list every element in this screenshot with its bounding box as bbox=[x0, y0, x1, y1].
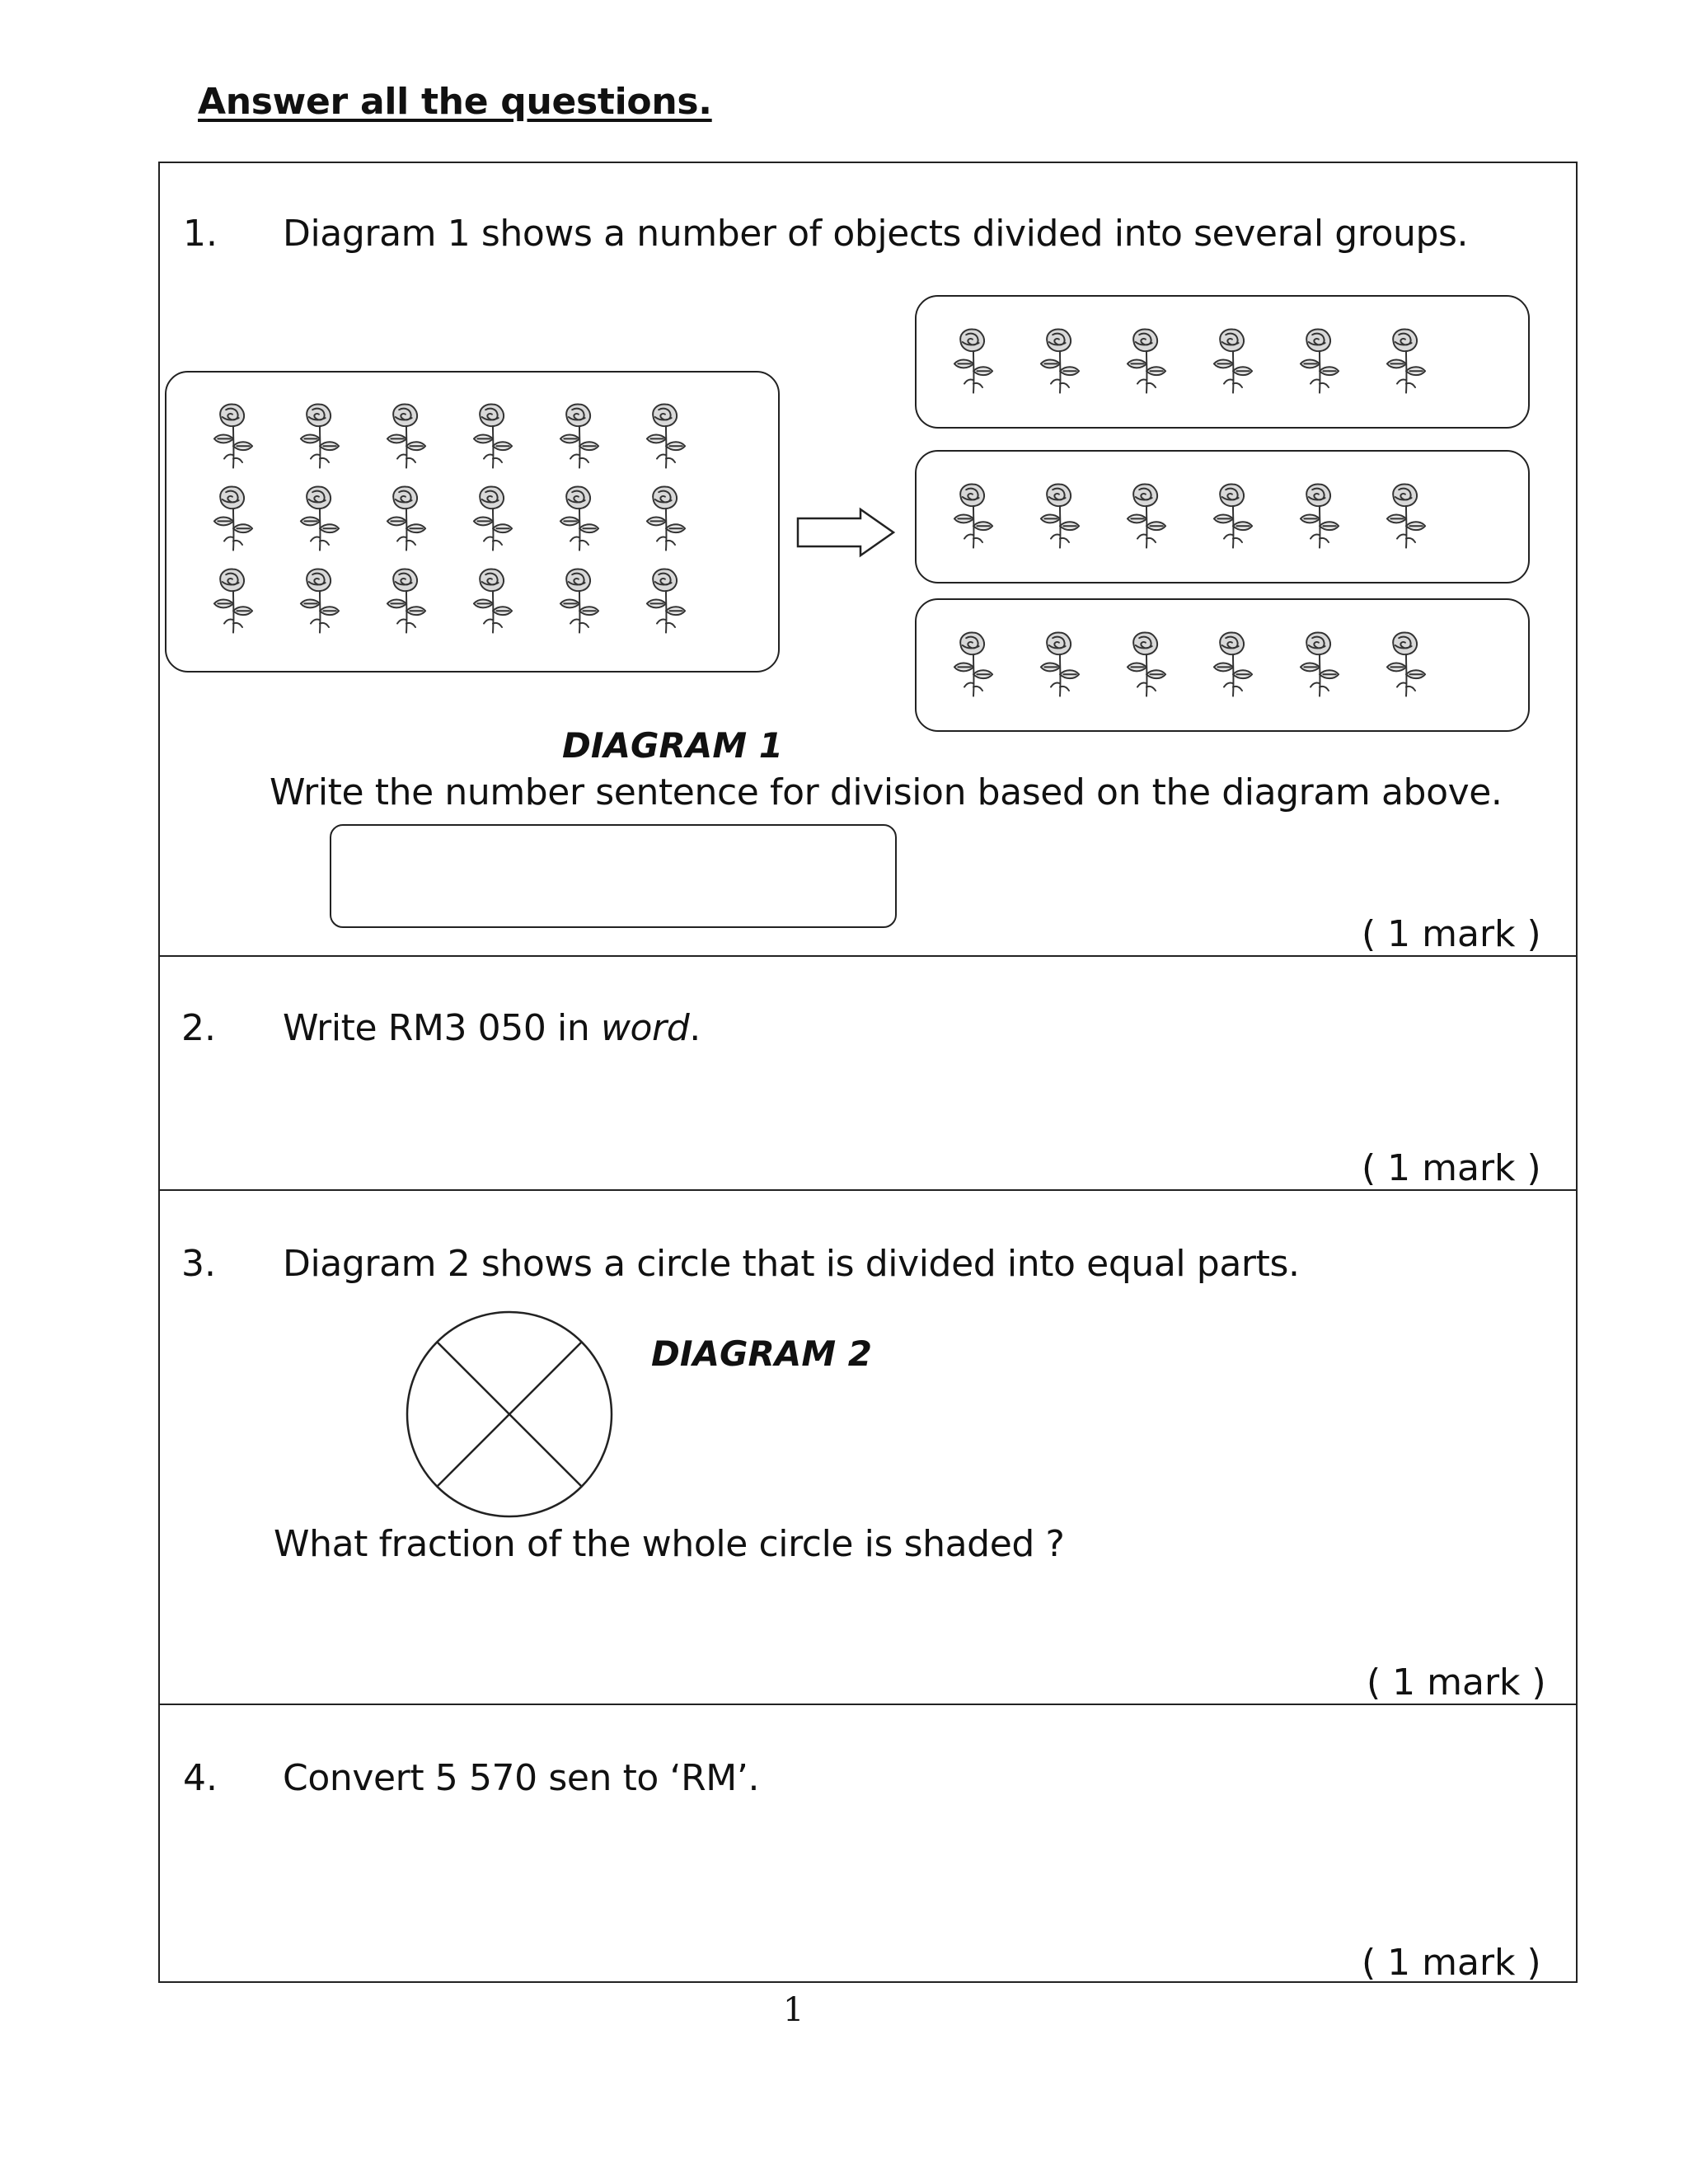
rose-icon bbox=[206, 480, 260, 555]
rose-icon bbox=[552, 397, 607, 473]
q1-prompt: Write the number sentence for division based on the diagram above. bbox=[270, 771, 1503, 813]
rose-icon bbox=[1206, 315, 1260, 405]
q2-text-end: . bbox=[689, 1007, 701, 1049]
rose-icon bbox=[379, 562, 434, 638]
q3-text: Diagram 2 shows a circle that is divided into equal parts. bbox=[283, 1243, 1300, 1285]
q1-group-box bbox=[915, 450, 1530, 583]
rose-icon bbox=[293, 397, 347, 473]
q1-number: 1. bbox=[183, 213, 218, 255]
page-number: 1 bbox=[783, 1991, 804, 2029]
rose-icon bbox=[1033, 315, 1087, 405]
q1-whole-group-box bbox=[165, 371, 780, 673]
rose-icon bbox=[1033, 618, 1087, 709]
rose-icon bbox=[1119, 470, 1174, 560]
rose-icon bbox=[1379, 618, 1433, 709]
rose-icon bbox=[1379, 315, 1433, 405]
rose-icon bbox=[946, 618, 1001, 709]
rose-icon bbox=[639, 397, 693, 473]
diagram-1-caption: DIAGRAM 1 bbox=[562, 725, 783, 766]
q3-number: 3. bbox=[181, 1243, 216, 1285]
rose-icon bbox=[206, 562, 260, 638]
rose-icon bbox=[946, 470, 1001, 560]
instruction-heading: Answer all the questions. bbox=[198, 81, 712, 123]
q4-number: 4. bbox=[183, 1757, 218, 1799]
rose-icon bbox=[293, 562, 347, 638]
question-divider-1 bbox=[158, 955, 1578, 957]
diagram-2-caption: DIAGRAM 2 bbox=[651, 1333, 872, 1374]
arrow-right-icon bbox=[796, 508, 895, 557]
rose-icon bbox=[1292, 315, 1347, 405]
rose-icon bbox=[1292, 470, 1347, 560]
question-divider-2 bbox=[158, 1189, 1578, 1191]
q1-answer-box[interactable] bbox=[330, 824, 897, 928]
rose-icon bbox=[466, 480, 520, 555]
q4-text: Convert 5 570 sen to ‘RM’. bbox=[283, 1757, 760, 1799]
q3-prompt: What fraction of the whole circle is shaded ? bbox=[274, 1523, 1065, 1565]
rose-icon bbox=[379, 480, 434, 555]
q1-group-box bbox=[915, 295, 1530, 429]
rose-icon bbox=[946, 315, 1001, 405]
rose-icon bbox=[293, 480, 347, 555]
rose-icon bbox=[1206, 470, 1260, 560]
rose-icon bbox=[1033, 470, 1087, 560]
rose-icon bbox=[639, 562, 693, 638]
rose-icon bbox=[1119, 315, 1174, 405]
rose-icon bbox=[1119, 618, 1174, 709]
rose-icon bbox=[206, 397, 260, 473]
question-divider-3 bbox=[158, 1704, 1578, 1705]
q2-number: 2. bbox=[181, 1007, 216, 1049]
rose-icon bbox=[552, 480, 607, 555]
rose-icon bbox=[466, 397, 520, 473]
rose-icon bbox=[1206, 618, 1260, 709]
q1-mark: ( 1 mark ) bbox=[1362, 913, 1541, 955]
q4-mark: ( 1 mark ) bbox=[1362, 1942, 1541, 1984]
q2-text bbox=[283, 1007, 701, 1049]
rose-icon bbox=[379, 397, 434, 473]
rose-icon bbox=[1379, 470, 1433, 560]
q2-text-italic: word bbox=[600, 1007, 690, 1049]
q3-mark: ( 1 mark ) bbox=[1367, 1661, 1546, 1704]
q2-mark: ( 1 mark ) bbox=[1362, 1147, 1541, 1189]
rose-icon bbox=[639, 480, 693, 555]
q1-group-box bbox=[915, 598, 1530, 732]
rose-icon bbox=[1292, 618, 1347, 709]
q1-text: Diagram 1 shows a number of objects divided into several groups. bbox=[283, 213, 1469, 255]
rose-icon bbox=[466, 562, 520, 638]
q2-text-main: Write RM3 050 in bbox=[283, 1007, 601, 1049]
divided-circle-icon bbox=[402, 1307, 620, 1525]
rose-icon bbox=[552, 562, 607, 638]
